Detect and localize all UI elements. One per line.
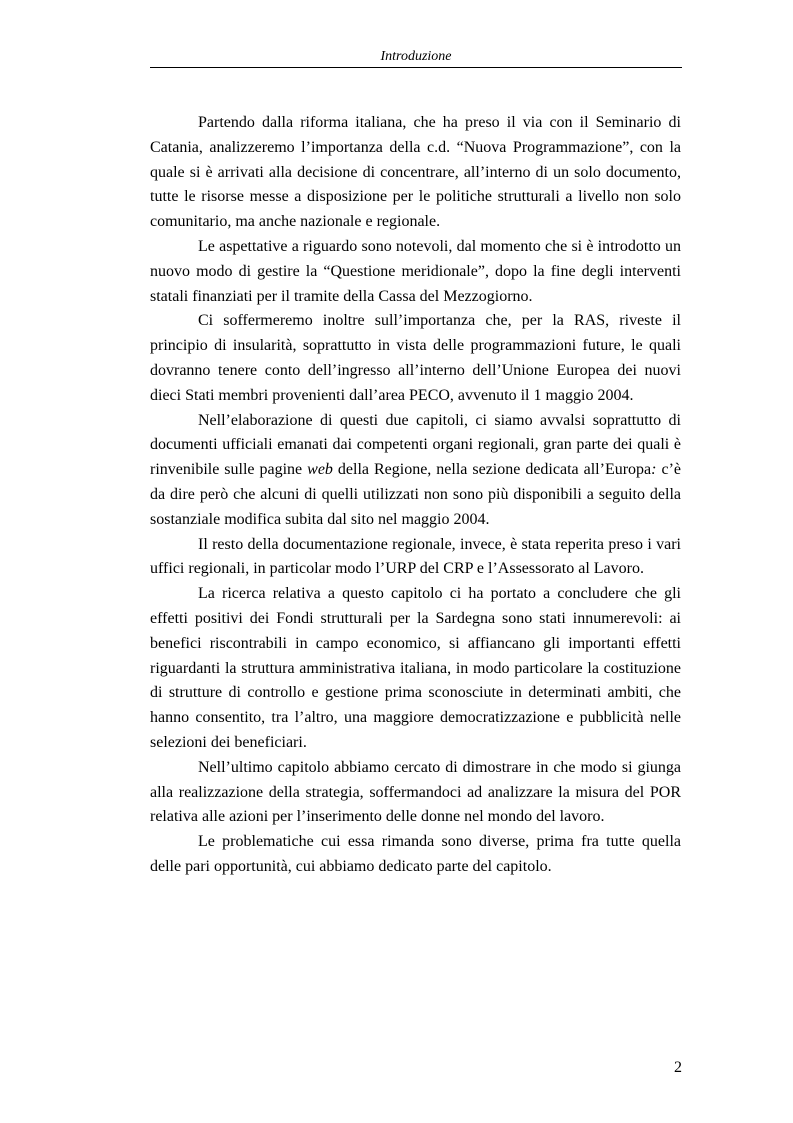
paragraph-4 [150, 409, 681, 533]
paragraph-6 [150, 582, 681, 756]
body-text [150, 111, 681, 880]
paragraph-text: della Regione, nella sezione dedicata all’Europa [332, 461, 652, 479]
running-header: Introduzione [380, 49, 452, 64]
paragraph-text: Nell’elaborazione di questi due capitoli, ci siamo avvalsi soprattutto di documenti ufficiali emanati dai competenti organi regionali, gran parte dei quali è rinvenibile sulle pagine [150, 411, 681, 479]
paragraph-5 [150, 533, 681, 583]
paragraph-text: Ci soffermeremo inoltre sull’importanza che, per la RAS, riveste il principio di insularità, soprattutto in vista delle programmazioni future, le quali dovranno tenere conto dell’ingresso all’interno dell’Unione Europea dei nuovi dieci Stati membri provenienti dall’area PECO, avvenuto il 1 maggio 2004. [150, 312, 681, 404]
paragraph-text: Il resto della documentazione regionale, invece, è stata reperita preso i vari uffici regionali, in particolar modo l’URP del CRP e l’Assessorato al Lavoro. [150, 535, 681, 578]
italic-colon: : [651, 461, 657, 479]
paragraph-7 [150, 756, 681, 830]
header-rule [150, 67, 682, 68]
paragraph-text: Partendo dalla riforma italiana, che ha preso il via con il Seminario di Catania, analizzeremo l’importanza della c.d. “Nuova Programmazione”, con la quale si è arrivati alla decisione di concentrare, all’interno di un solo documento, tutte le risorse messe a disposizione per le politiche strutturali a livello non solo comunitario, ma anche nazionale e regionale. [150, 114, 681, 231]
paragraph-text: Le aspettative a riguardo sono notevoli, dal momento che si è introdotto un nuovo modo di gestire la “Questione meridionale”, dopo la fine degli interventi statali finanziati per il tramite della Cassa del Mezzogiorno. [150, 237, 681, 305]
italic-term-web: web [307, 461, 333, 479]
paragraph-text: Le problematiche cui essa rimanda sono diverse, prima fra tutte quella delle pari opportunità, cui abbiamo dedicato parte del capitolo. [150, 833, 681, 875]
paragraph-2 [150, 235, 681, 309]
paragraph-text: La ricerca relativa a questo capitolo ci ha portato a concludere che gli effetti positivi dei Fondi strutturali per la Sardegna sono stati innumerevoli: ai benefici riscontrabili in campo economico, si affiancano gli importanti effetti riguardanti la struttura amministrativa italiana, in modo particolare la costituzione di strutture di controllo e gestione prima sconosciute in determinati ambiti, che hanno consentito, tra l’altro, una maggiore democratizzazione e pubblicità nelle selezioni dei beneficiari. [150, 585, 681, 751]
paragraph-1 [150, 111, 681, 235]
page-number: 2 [674, 1059, 682, 1076]
paragraph-text: c’è da dire però che alcuni di quelli utilizzati non sono più disponibili a seguito della sostanziale modifica subita dal sito nel maggio 2004. [150, 461, 682, 528]
paragraph-8 [150, 830, 681, 880]
paragraph-text: Nell’ultimo capitolo abbiamo cercato di dimostrare in che modo si giunga alla realizzazione della strategia, soffermandoci ad analizzare la misura del POR relativa alle azioni per l’inserimento delle donne nel mondo del lavoro. [150, 758, 681, 826]
paragraph-3 [150, 309, 681, 408]
